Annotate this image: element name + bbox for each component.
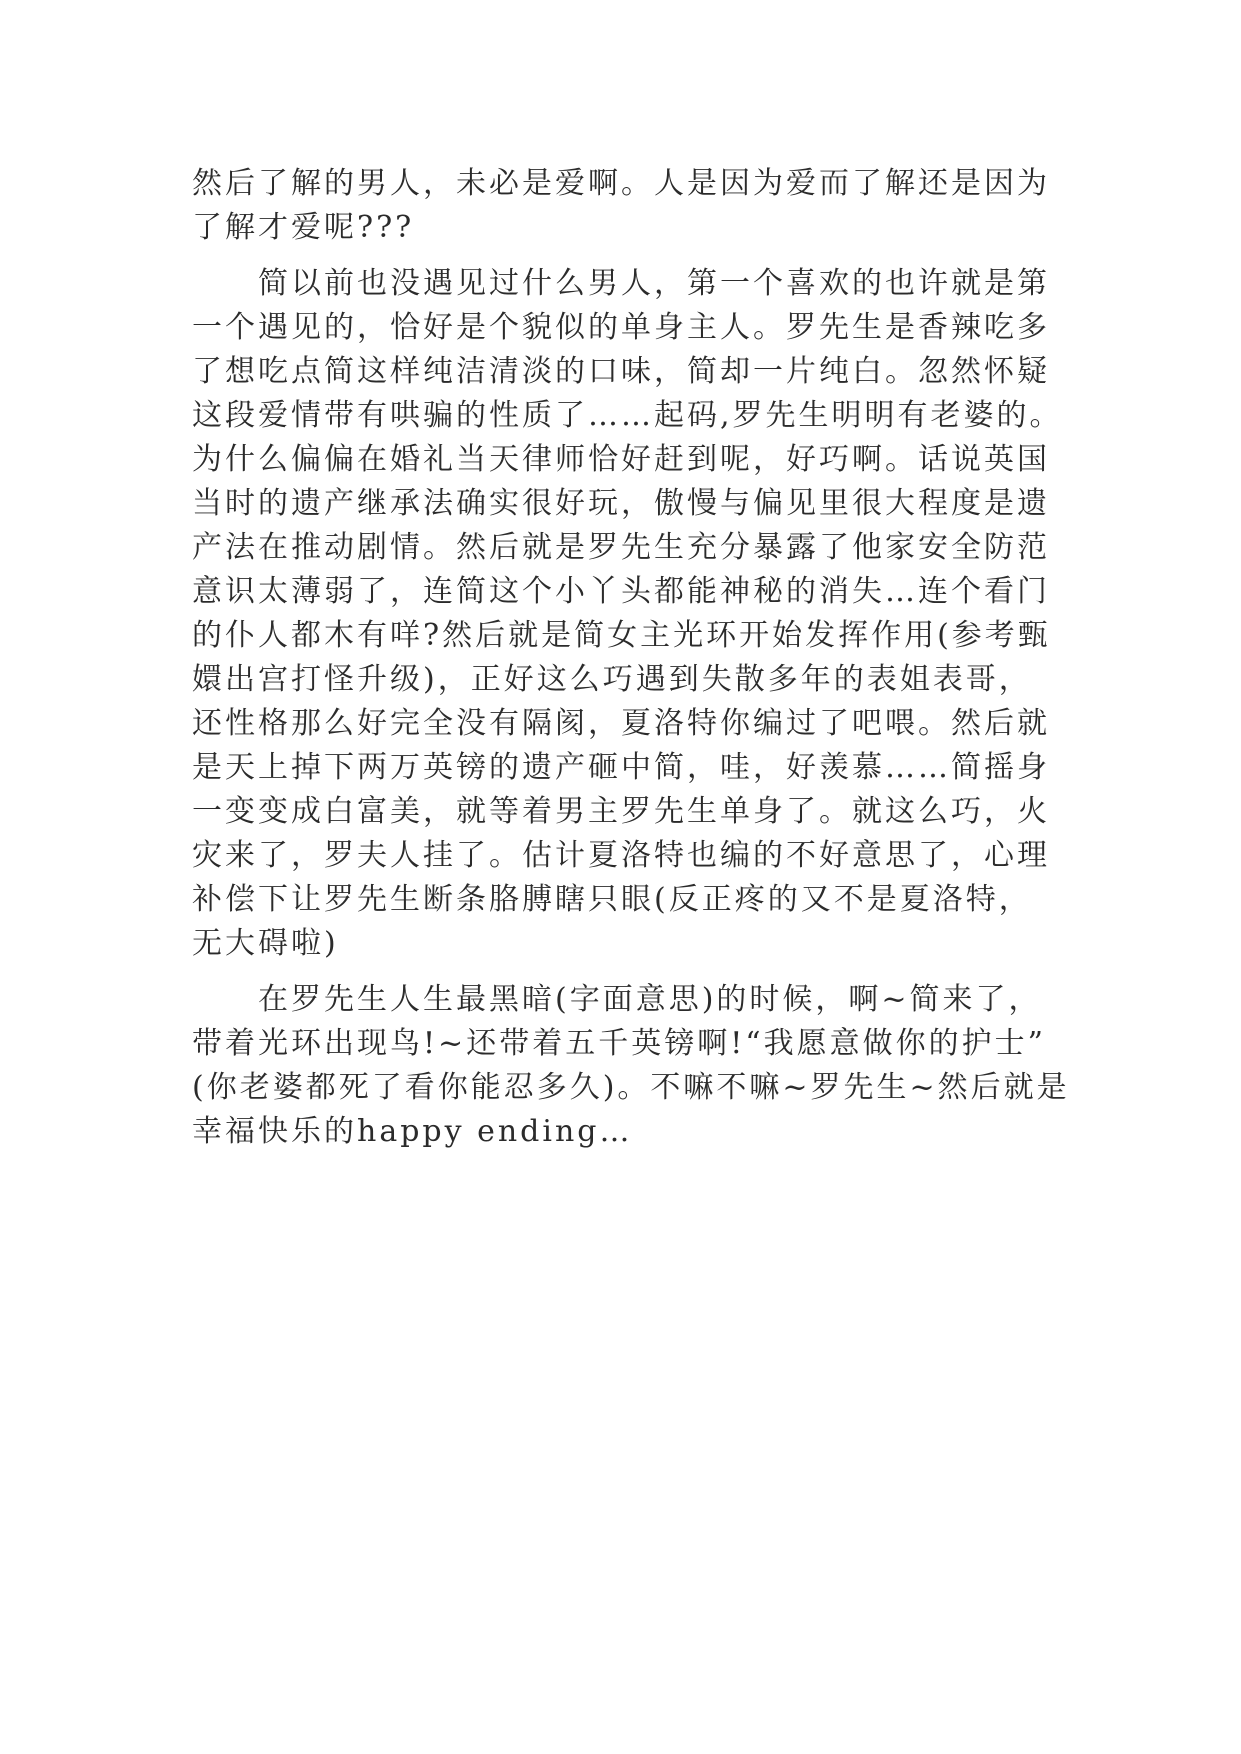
text-line: 然后了解的男人，未必是爱啊。人是因为爱而了解还是因为 [192,166,1050,201]
text-line: 简以前也没遇见过什么男人，第一个喜欢的也许就是第 [192,266,1050,301]
text-line: 在罗先生人生最黑暗(字面意思)的时候，啊~简来了， [192,982,1042,1017]
document-body [192,162,1070,1154]
text-line: 幸福快乐的happy ending… [192,1114,633,1149]
text-line: 产法在推动剧情。然后就是罗先生充分暴露了他家安全防范 [192,530,1050,565]
text-line: 还性格那么好完全没有隔阂，夏洛特你编过了吧喂。然后就 [192,706,1050,741]
text-line: 的仆人都木有咩?然后就是简女主光环开始发挥作用(参考甄 [192,618,1051,653]
text-line: (你老婆都死了看你能忍多久)。不嘛不嘛~罗先生~然后就是 [192,1070,1070,1105]
text-line: 嬛出宫打怪升级)，正好这么巧遇到失散多年的表姐表哥， [192,662,1032,697]
paragraph-spacing [192,966,1062,978]
text-line: 是天上掉下两万英镑的遗产砸中简，哇，好羡慕……简摇身 [192,750,1050,785]
text-line: 为什么偏偏在婚礼当天律师恰好赶到呢，好巧啊。话说英国 [192,442,1050,477]
text-line: 无大碍啦) [192,926,339,961]
text-line: 一变变成白富美，就等着男主罗先生单身了。就这么巧，火 [192,794,1050,829]
text-line: 了解才爱呢??? [192,210,415,245]
text-line: 一个遇见的，恰好是个貌似的单身主人。罗先生是香辣吃多 [192,310,1050,345]
paragraph-3 [192,978,1070,1154]
paragraph-2 [192,262,1062,966]
text-line: 了想吃点简这样纯洁清淡的口味，简却一片纯白。忽然怀疑 [192,354,1050,389]
text-line: 意识太薄弱了，连简这个小丫头都能神秘的消失…连个看门 [192,574,1050,609]
text-line: 这段爱情带有哄骗的性质了……起码,罗先生明明有老婆的。 [192,398,1063,433]
text-line: 灾来了，罗夫人挂了。估计夏洛特也编的不好意思了，心理 [192,838,1050,873]
text-line: 带着光环出现鸟!~还带着五千英镑啊!“我愿意做你的护士” [192,1026,1046,1061]
paragraph-spacing [192,250,1062,262]
text-line: 当时的遗产继承法确实很好玩，傲慢与偏见里很大程度是遗 [192,486,1050,521]
text-line: 补偿下让罗先生断条胳膊瞎只眼(反正疼的又不是夏洛特， [192,882,1032,917]
paragraph-1 [192,162,1062,250]
